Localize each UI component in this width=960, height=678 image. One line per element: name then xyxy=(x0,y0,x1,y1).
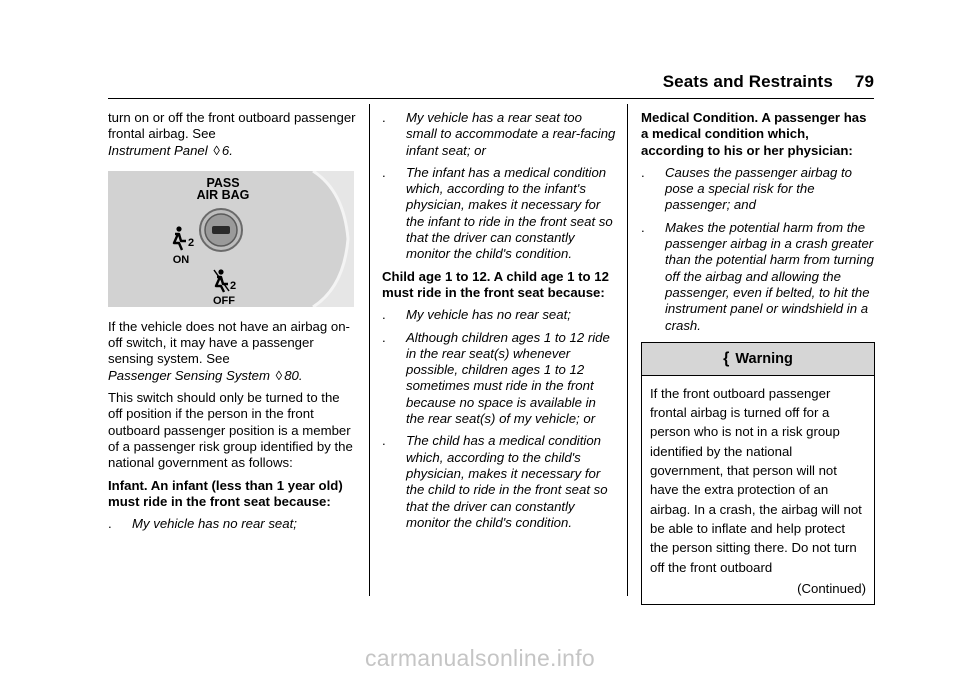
list-item-text: Causes the passenger airbag to pose a special risk for the passenger; and xyxy=(665,164,852,213)
column-3 xyxy=(641,110,875,605)
list-item-text: The child has a medical condition which, according to the child's physician, makes it necessary for the child to ride in the front seat so that the driver can constantly monitor the child's condition. xyxy=(406,433,608,530)
air-bag-label: AIR BAG xyxy=(196,187,250,202)
bullet-icon: . xyxy=(382,433,386,449)
list-item xyxy=(382,165,616,263)
xref-arrow-icon: ◊ xyxy=(213,142,220,158)
passenger-sensing-link[interactable]: Passenger Sensing System xyxy=(108,367,270,383)
on-seat-2: 2 xyxy=(188,236,195,249)
column-divider-1 xyxy=(369,104,370,596)
bullet-icon: . xyxy=(382,110,386,125)
warning-text: If the front outboard passenger frontal airbag is turned off for a person who is not in a risk group identified by the national government, that person will not have the extra protection of an airbag. In a crash, the airbag will not be able to inflate and help protect the person sitting there. Do not turn off the front outboard xyxy=(650,385,862,575)
column-2 xyxy=(382,110,616,537)
child-heading: Child age 1 to 12. A child age 1 to 12 must ride in the front seat because: xyxy=(382,268,609,300)
bullet-icon: . xyxy=(382,164,386,180)
on-label: ON xyxy=(172,253,190,266)
warning-icon: { xyxy=(723,349,730,367)
para2-text: If the vehicle does not have an airbag on-off switch, it may have a passenger sensing system. See xyxy=(108,318,350,367)
warning-box xyxy=(641,342,875,605)
list-item-text: Although children ages 1 to 12 ride in the rear seat(s) whenever possible, children ages 1 to 12 sometimes must ride in the front because no space is available in the rear seat(s) of my vehicle; or xyxy=(406,329,610,427)
warning-header xyxy=(642,343,874,376)
list-item xyxy=(382,330,616,428)
bullet-icon: . xyxy=(641,219,645,235)
column-1 xyxy=(108,110,356,538)
bullet-icon: . xyxy=(641,164,645,180)
bullet-icon: . xyxy=(382,307,386,323)
bullet-icon: . xyxy=(108,516,112,532)
passenger-sensing-paragraph: If the vehicle does not have an airbag on-off switch, it may have a passenger sensing system. See Passenger Sensing System ◊ 80. xyxy=(108,318,350,383)
xref-arrow-icon: ◊ xyxy=(275,367,283,383)
warning-title: Warning xyxy=(735,350,793,367)
list-item-text: Makes the potential harm from the passenger airbag in a crash greater than the potential harm from turning off the airbag and allowing the passenger, even if belted, to hit the instrument panel or windshield in a crash. xyxy=(665,219,874,333)
page-number: 79 xyxy=(854,72,874,91)
intro-paragraph: turn on or off the front outboard passenger frontal airbag. See Instrument Panel ◊ 6. xyxy=(108,110,356,158)
list-item-text: The infant has a medical condition which, according to the infant's physician, makes it necessary for the infant to ride in the front seat so that the driver can constantly monitor the child's condition. xyxy=(406,164,613,262)
instrument-panel-link[interactable]: Instrument Panel xyxy=(108,142,208,158)
list-item xyxy=(641,165,875,214)
list-item xyxy=(641,220,875,334)
medical-heading: Medical Condition. A passenger has a medical condition which, according to his or her physician: xyxy=(641,110,867,158)
page-header xyxy=(663,72,874,92)
list-item-text: My vehicle has no rear seat; xyxy=(406,307,571,323)
warning-body xyxy=(642,376,874,604)
list-item-text: My vehicle has no rear seat; xyxy=(132,516,297,532)
section-title: Seats and Restraints xyxy=(662,72,833,91)
bullet-icon: . xyxy=(382,329,386,345)
header-rule xyxy=(108,98,874,99)
list-item xyxy=(382,433,616,531)
off-label: OFF xyxy=(213,294,235,307)
instrument-panel-page[interactable]: 6 xyxy=(221,142,230,158)
continued-label: (Continued) xyxy=(797,580,866,596)
list-item-text: My vehicle has a rear seat too small to accommodate a rear-facing infant seat; or xyxy=(406,110,616,158)
list-item xyxy=(108,516,356,532)
risk-group-paragraph: This switch should only be turned to the off position if the person in the front outboard passenger position is a member of a passenger risk group identified by the national government as follows: xyxy=(108,390,353,471)
column-divider-2 xyxy=(627,104,628,596)
list-item xyxy=(382,110,616,159)
watermark: carmanualsonline.info xyxy=(364,645,596,671)
passenger-sensing-page[interactable]: 80 xyxy=(284,367,299,383)
infant-heading: Infant. An infant (less than 1 year old) must ride in the front seat because: xyxy=(108,477,343,509)
pass-label: PASS xyxy=(206,175,240,190)
list-item xyxy=(382,307,616,323)
off-seat-2: 2 xyxy=(230,279,237,292)
intro-text: turn on or off the front outboard passenger frontal airbag. See xyxy=(108,110,356,142)
key-switch-icon[interactable] xyxy=(200,209,242,251)
airbag-switch-figure xyxy=(108,171,354,307)
